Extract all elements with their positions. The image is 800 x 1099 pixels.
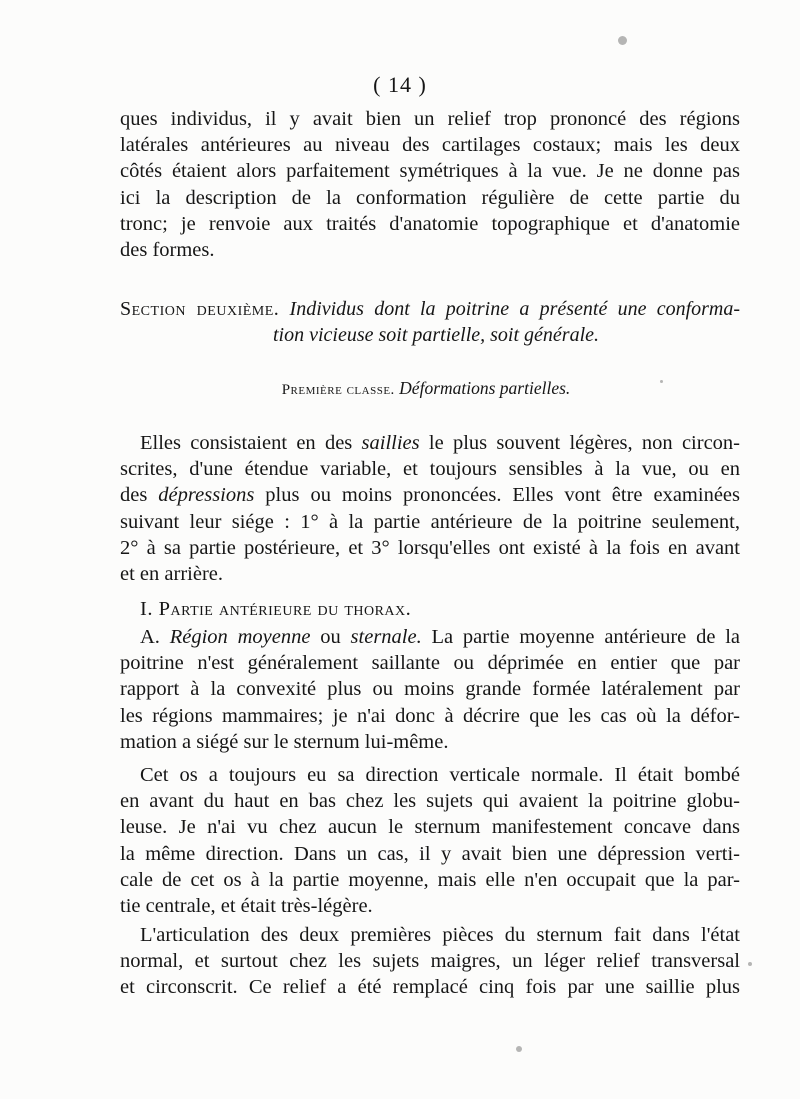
text-line: L'articulation des deux premières pièces du sternum fait dans l'état [140, 924, 740, 946]
text-line [120, 624, 740, 650]
text-line [120, 482, 740, 508]
part-heading-text: I. Partie antérieure du thorax. [140, 598, 412, 620]
text-line: scrites, d'une étendue variable, et toujours sensibles à la vue, ou en [120, 458, 740, 481]
text-line: poitrine n'est généralement saillante ou déprimée en entier que par [120, 652, 740, 675]
ink-speck [516, 1046, 522, 1052]
page-number: ( 14 ) [373, 72, 427, 97]
italic-term: Région moyenne [169, 626, 311, 648]
ink-speck [748, 962, 752, 966]
part-heading [120, 596, 740, 622]
text-line: côtés étaient alors parfaitement symétriques à la vue. Je ne donne pas [120, 160, 740, 183]
text-line: 2° à sa partie postérieure, et 3° lorsqu'elles ont existé à la fois en avant [120, 536, 740, 559]
text-line: cale de cet os à la partie moyenne, mais elle n'en occupait que la par- [120, 868, 740, 891]
text-line: et circonscrit. Ce relief a été remplacé cinq fois par une saillie plus [120, 976, 740, 999]
class-label: Première classe. [281, 382, 395, 398]
text-line: ici la description de la conformation régulière de cette partie du [120, 186, 740, 209]
text-line: tie centrale, et était très-légère. [120, 895, 373, 918]
text-line: la même direction. Dans un cas, il y avait bien une dépression verti- [120, 842, 740, 865]
text-run: des [120, 484, 159, 507]
text-line: normal, et surtout chez les sujets maigres, un léger relief transversal [120, 950, 740, 973]
text-line: ques individus, il y avait bien un relief trop prononcé des régions [120, 108, 740, 130]
text-line: et en arrière. [120, 563, 223, 586]
section-heading [120, 296, 740, 348]
text-line: des formes. [120, 239, 215, 262]
paragraph [120, 624, 740, 755]
class-heading [0, 378, 800, 399]
text-run: A. [140, 626, 170, 648]
ink-speck [618, 36, 627, 45]
text-line [120, 430, 740, 456]
text-line: rapport à la convexité plus ou moins grande formée latéralement par [120, 678, 740, 701]
text-run: le plus souvent légères, non circon- [419, 432, 740, 454]
text-run: La partie moyenne antérieure de la [421, 626, 741, 648]
class-title: Déformations partielles. [399, 378, 571, 398]
paragraph [120, 430, 740, 587]
text-line: Cet os a toujours eu sa direction verticale normale. Il était bombé [140, 764, 740, 786]
section-heading-line [120, 296, 740, 322]
italic-term: dépressions [158, 484, 255, 507]
italic-term: sternale. [350, 626, 422, 648]
text-line: mation a siégé sur le sternum lui-même. [120, 730, 449, 753]
text-line: les régions mammaires; je n'ai donc à décrire que les cas où la défor- [120, 704, 740, 727]
paragraph-continuation [120, 106, 740, 263]
section-title-part2: tion vicieuse soit partielle, soit générale. [272, 324, 600, 346]
text-line: en avant du haut en bas chez les sujets qui avaient la poitrine globu- [120, 790, 740, 813]
italic-term: saillies [361, 432, 420, 454]
section-title-part1: Individus dont la poitrine a présenté une conforma- [289, 298, 741, 320]
text-line: latérales antérieures au niveau des cartilages costaux; mais les deux [120, 134, 740, 157]
section-label: Section deuxième. [120, 298, 280, 320]
text-line: suivant leur siége : 1° à la partie antérieure de la poitrine seulement, [120, 510, 740, 533]
text-run: Elles consistaient en des [140, 432, 362, 454]
text-line: tronc; je renvoie aux traités d'anatomie topographique et d'anatomie [120, 212, 740, 235]
paragraph [120, 762, 740, 919]
text-line: leuse. Je n'ai vu chez aucun le sternum manifestement concave dans [120, 816, 740, 839]
paragraph [120, 922, 740, 1001]
text-run: plus ou moins prononcées. Elles vont être examinées [254, 484, 740, 507]
text-run: ou [310, 626, 351, 648]
